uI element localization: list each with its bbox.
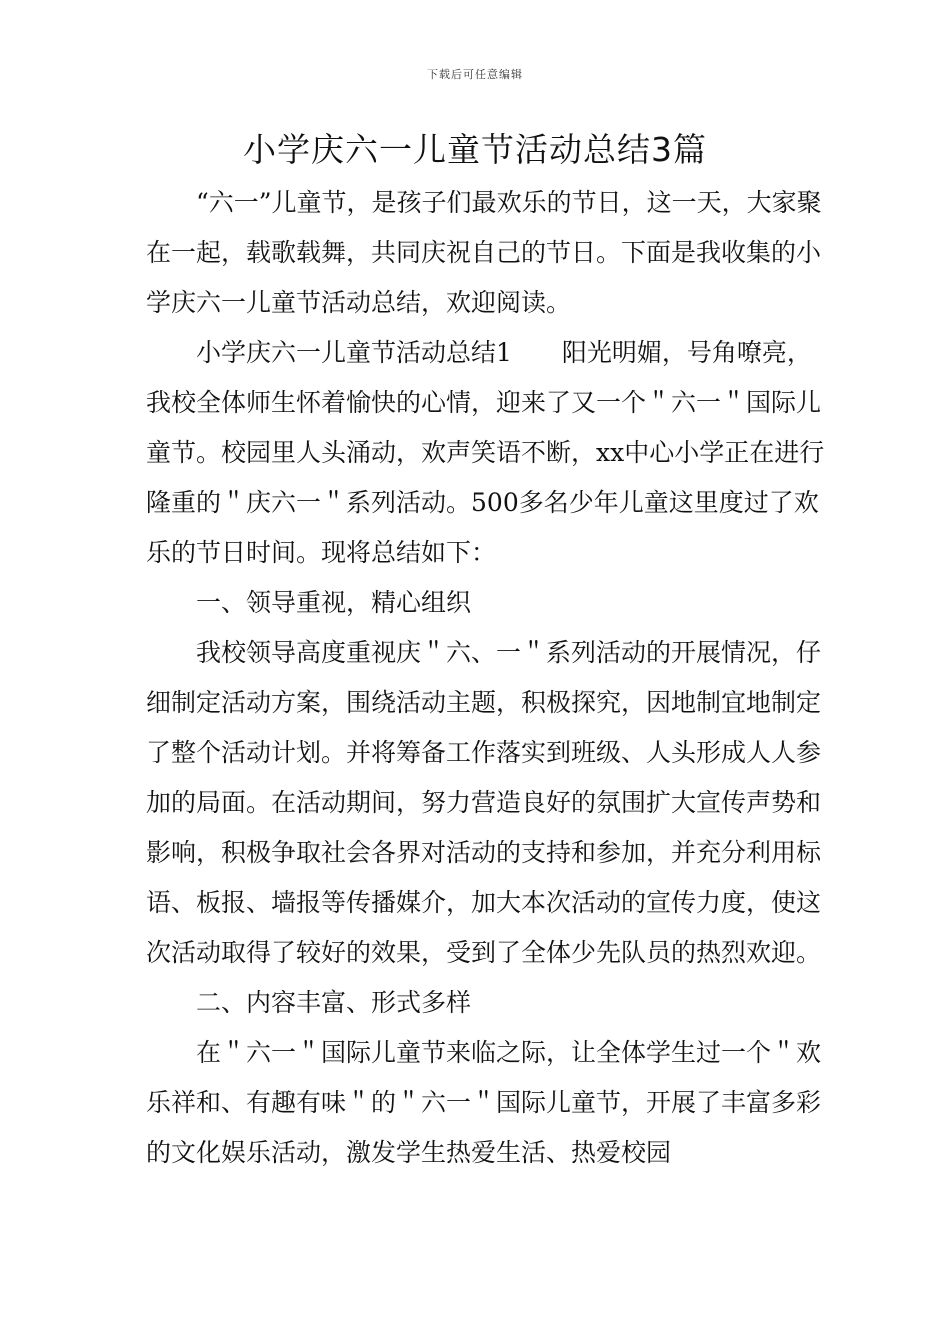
section-1-paragraph: 我校领导高度重视庆＂六、一＂系列活动的开展情况，仔细制定活动方案，围绕活动主题，积极探究，因地制宜地制定了整个活动计划。并将筹备工作落实到班级、人头形成人人参加的局面。在活动期间，努力营造良好的氛围扩大宣传声势和影响，积极争取社会各界对活动的支持和参加，并充分利用标语、板报、墙报等传播媒介，加大本次活动的宣传力度，使这次活动取得了较好的效果，受到了全体少先队员的热烈欢迎。	[146, 638, 822, 967]
document-title: 小学庆六一儿童节活动总结3篇	[243, 130, 707, 169]
section-heading-1: 一、领导重视，精心组织	[196, 588, 472, 617]
summary-1-paragraph: 小学庆六一儿童节活动总结1 阳光明媚，号角嘹亮，我校全体师生怀着愉快的心情，迎来了又一个＂六一＂国际儿童节。校园里人头涌动，欢声笑语不断，xx中心小学正在进行隆重的＂庆六一＂系列活动。500多名少年儿童这里度过了欢乐的节日时间。现将总结如下：	[146, 338, 825, 567]
section-heading-2: 二、内容丰富、形式多样	[196, 988, 472, 1017]
intro-paragraph: “六一”儿童节，是孩子们最欢乐的节日，这一天，大家聚在一起，载歌载舞，共同庆祝自己的节日。下面是我收集的小学庆六一儿童节活动总结，欢迎阅读。	[146, 188, 822, 317]
document-body	[146, 178, 832, 1178]
section-2-paragraph: 在＂六一＂国际儿童节来临之际，让全体学生过一个＂欢乐祥和、有趣有味＂的＂六一＂国际儿童节，开展了丰富多彩的文化娱乐活动，激发学生热爱生活、热爱校园	[146, 1038, 822, 1167]
header-note: 下载后可任意编辑	[427, 68, 523, 81]
